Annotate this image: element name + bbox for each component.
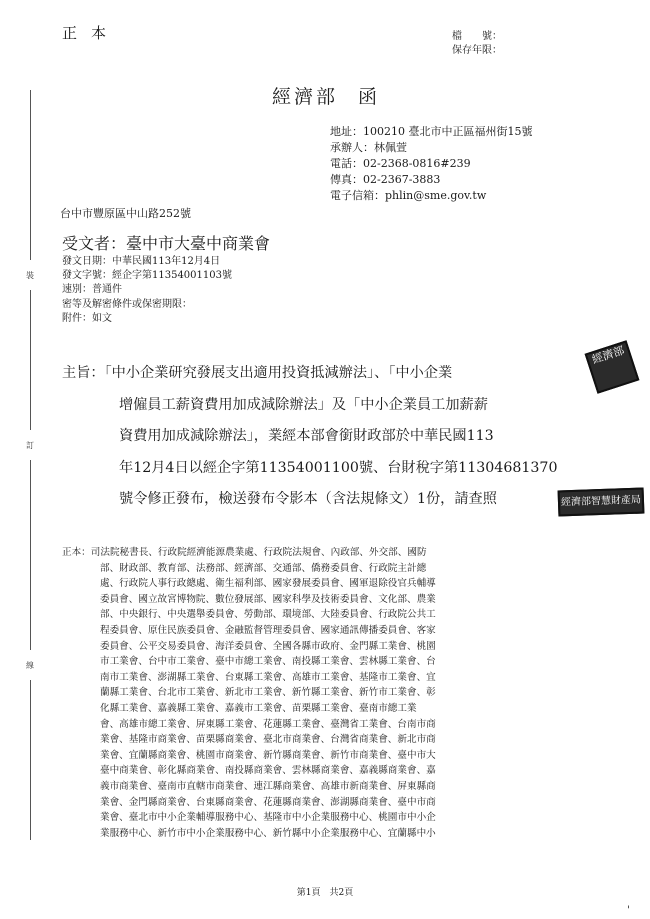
binding-dash	[30, 460, 31, 650]
cc-line: 業會、宜蘭縣商業會、桃園市商業會、新竹縣商業會、新竹市商業會、臺中市大	[100, 749, 436, 761]
edge-mark: '	[627, 905, 630, 916]
document-number: 發文字號：經企字第11354001103號	[62, 270, 232, 282]
contact-email: 電子信箱：phlin@sme.gov.tw	[330, 189, 487, 202]
cc-list	[62, 545, 582, 841]
subject-line: 年12月4日以經企字第11354001100號、台財稅字第11304681370	[119, 459, 558, 476]
subject-line: 號令修正發布，檢送發布令影本（含法規條文）1份，請查照	[119, 491, 497, 507]
cc-line: 部、中央銀行、中央選舉委員會、勞動部、環境部、大陸委員會、行政院公共工	[100, 609, 436, 621]
cc-line: 處、行政院人事行政總處、衛生福利部、國家發展委員會、國軍退除役官兵輔導	[100, 578, 436, 590]
contact-block	[330, 124, 532, 204]
subject-paragraph	[62, 358, 592, 516]
cc-line: 業會、臺北市中小企業輔導服務中心、基隆市中小企業服務中心、桃園市中小企	[100, 812, 436, 824]
binding-dash	[30, 90, 31, 260]
contact-handler: 承辦人：林佩萱	[330, 141, 407, 154]
cc-line: 正本：司法院秘書長、行政院經濟能源農業處、行政院法規會、內政部、外交部、國防	[62, 547, 427, 558]
contact-fax: 傳真：02-2367-3883	[330, 173, 441, 186]
retention-period-label: 保存年限：	[452, 45, 502, 56]
subject-line: 主旨：「中小企業研究發展支出適用投資抵減辦法」、「中小企業	[62, 365, 453, 381]
cc-line: 蘭縣工業會、台北市工業會、新北市工業會、新竹縣工業會、新竹市工業會、彰	[100, 687, 436, 699]
page-footer: 第1頁 共2頁	[296, 888, 354, 898]
cc-line: 委員會、國立故宮博物院、數位發展部、國家科學及技術委員會、文化部、農業	[100, 593, 436, 605]
attachment-note: 附件：如文	[62, 312, 112, 324]
cc-line: 會、高雄市總工業會、屏東縣工業會、花蓮縣工業會、臺灣省工業會、台南市商	[100, 718, 436, 730]
binding-mark: 線	[26, 661, 34, 670]
binding-mark: 訂	[26, 441, 34, 450]
cc-line: 義市商業會、臺南市直轄市商業會、連江縣商業會、高雄市新商業會、屏東縣商	[100, 780, 436, 792]
copy-type-label: 正本	[62, 24, 121, 42]
contact-address: 地址：100210 臺北市中正區福州街15號	[330, 125, 533, 138]
cc-line: 業會、基隆市商業會、苗栗縣商業會、臺北市商業會、台灣省商業會、新北市商	[100, 734, 436, 746]
cc-line: 臺中商業會、彰化縣商業會、南投縣商業會、雲林縣商業會、嘉義縣商業會、嘉	[100, 765, 436, 777]
secrecy-level: 密等及解密條件或保密期限：	[62, 298, 192, 310]
cc-line: 部、財政部、教育部、法務部、經濟部、交通部、僑務委員會、行政院主計總	[100, 562, 427, 574]
cc-line: 業會、金門縣商業會、台東縣商業會、花蓮縣商業會、澎湖縣商業會、臺中市商	[100, 796, 436, 808]
subject-line: 資費用加成減除辦法」，業經本部會銜財政部於中華民國113	[119, 428, 494, 444]
receiver-line: 受文者：臺中市大臺中商業會	[62, 234, 271, 253]
cc-line: 化縣工業會、嘉義縣工業會、嘉義市工業會、苗栗縣工業會、臺南市總工業	[100, 702, 417, 714]
binding-dash	[30, 680, 31, 840]
delivery-speed: 速別：普通件	[62, 284, 122, 296]
recipient-address: 台中市豐原區中山路252號	[60, 207, 191, 220]
binding-mark: 裝	[26, 271, 34, 280]
issuer-name: 經濟部	[272, 86, 339, 108]
archive-info	[432, 30, 502, 58]
cc-line: 市工業會、台中市工業會、臺中市總工業會、南投縣工業會、雲林縣工業會、台	[100, 656, 436, 668]
file-number-label: 檔 號：	[452, 31, 502, 42]
cc-line: 南市工業會、澎湖縣工業會、台東縣工業會、高雄市工業會、基隆市工業會、宜	[100, 671, 436, 683]
issue-date: 發文日期：中華民國113年12月4日	[62, 256, 221, 267]
official-stamp: 經濟部智慧財產局	[558, 488, 645, 517]
binding-line	[26, 90, 36, 850]
binding-dash	[30, 290, 31, 430]
document-meta	[62, 233, 270, 326]
document-type: 函	[358, 86, 381, 108]
subject-line: 增僱員工薪資費用加成減除辦法」及「中小企業員工加薪薪	[119, 396, 488, 413]
cc-line: 業服務中心、新竹市中小企業服務中心、新竹縣中小企業服務中心、宜蘭縣中小	[100, 827, 436, 839]
contact-phone: 電話：02-2368-0816#239	[330, 157, 471, 170]
document-title	[272, 82, 380, 109]
cc-line: 程委員會、原住民族委員會、金融監督管理委員會、國家通訊傳播委員會、客家	[100, 624, 436, 636]
cc-line: 委員會、公平交易委員會、海洋委員會、全國各縣市政府、金門縣工業會、桃園	[100, 640, 436, 652]
official-stamp: 經濟部	[585, 340, 640, 394]
